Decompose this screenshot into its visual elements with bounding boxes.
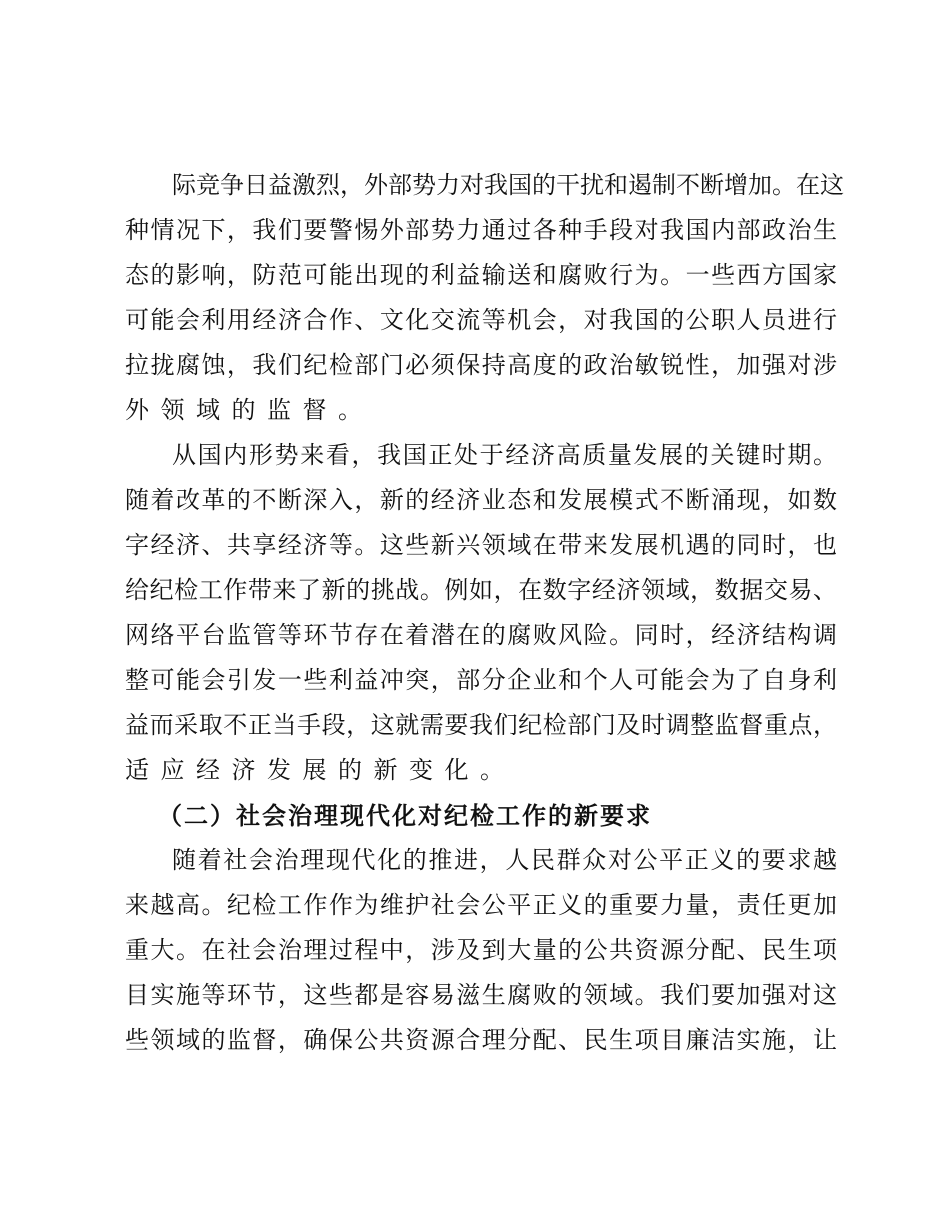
paragraph-social-governance	[125, 838, 837, 1063]
paragraph-international	[125, 163, 844, 433]
text-line: 目实施等环节，这些都是容易滋生腐败的领域。我们要加强对这	[125, 981, 837, 1009]
text-line: 态的影响，防范可能出现的利益输送和腐败行为。一些西方国家	[125, 261, 837, 289]
text-line: 来越高。纪检工作作为维护社会公平正义的重要力量，责任更加	[125, 891, 837, 919]
text-line: 际竞争日益激烈，外部势力对我国的干扰和遏制不断增加。在这	[172, 171, 844, 199]
paragraph-domestic	[125, 433, 837, 793]
text-line: 可能会利用经济合作、文化交流等机会，对我国的公职人员进行	[125, 306, 837, 334]
text-line: 些领域的监督，确保公共资源合理分配、民生项目廉洁实施，让	[125, 1026, 837, 1054]
text-line: 给纪检工作带来了新的挑战。例如，在数字经济领域，数据交易、	[125, 576, 837, 604]
section-heading: （二）社会治理现代化对纪检工作的新要求	[158, 801, 652, 830]
document-page	[125, 163, 844, 1063]
text-line: 字经济、共享经济等。这些新兴领域在带来发展机遇的同时，也	[125, 531, 837, 559]
text-line: 外领域的监督。	[125, 396, 374, 424]
text-line: 适应经济发展的新变化。	[125, 756, 516, 784]
text-line: 拉拢腐蚀，我们纪检部门必须保持高度的政治敏锐性，加强对涉	[125, 351, 837, 379]
text-line: 随着改革的不断深入，新的经济业态和发展模式不断涌现，如数	[125, 486, 837, 514]
text-line: 种情况下，我们要警惕外部势力通过各种手段对我国内部政治生	[125, 216, 837, 244]
text-line: 益而采取不正当手段，这就需要我们纪检部门及时调整监督重点，	[125, 711, 837, 739]
text-line: 网络平台监管等环节存在着潜在的腐败风险。同时，经济结构调	[125, 621, 837, 649]
text-line: 重大。在社会治理过程中，涉及到大量的公共资源分配、民生项	[125, 936, 837, 964]
text-line: 随着社会治理现代化的推进，人民群众对公平正义的要求越	[172, 846, 837, 874]
text-line: 从国内形势来看，我国正处于经济高质量发展的关键时期。	[172, 441, 837, 469]
text-line: 整可能会引发一些利益冲突，部分企业和个人可能会为了自身利	[125, 666, 837, 694]
